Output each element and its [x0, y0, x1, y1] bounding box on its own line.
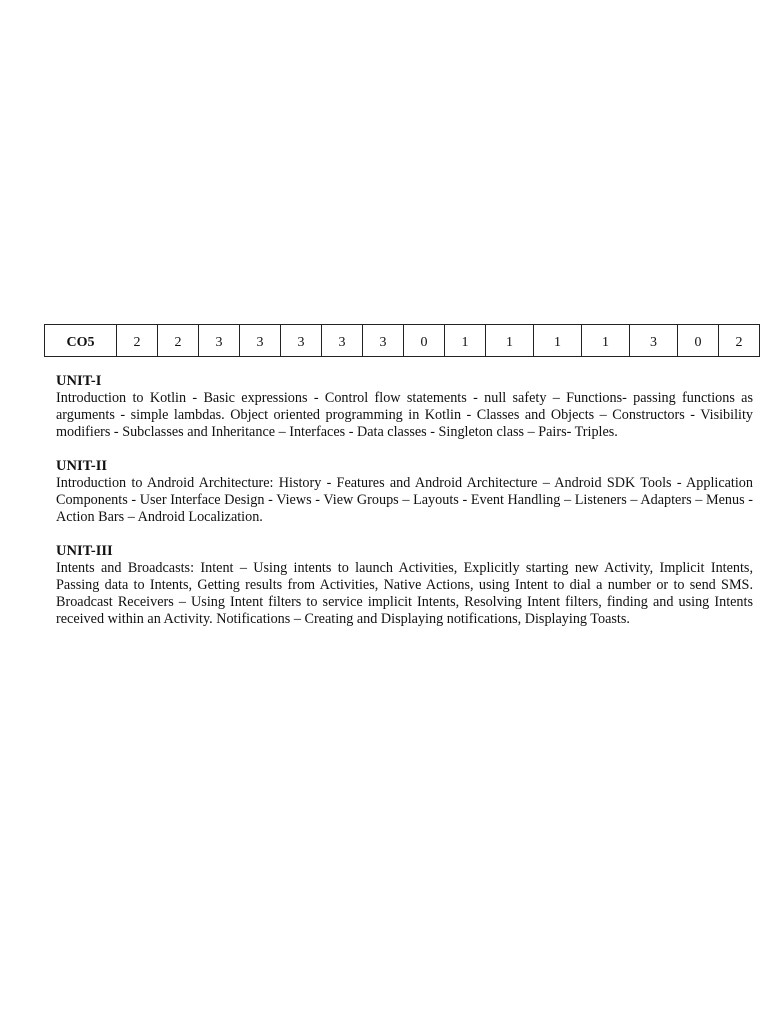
table-cell: 3 — [363, 325, 404, 357]
table-cell: 1 — [534, 325, 582, 357]
unit-body: Introduction to Kotlin - Basic expressions - Control flow statements - null safety – Functions- passing functions as arguments - simple lambdas. Object oriented programming in Kotlin - Classes and Objects – Constructors - Visibility modifiers - Subclasses and Inheritance – Interfaces - Data classes - Singleton class – Pairs- Triples. — [56, 390, 753, 440]
table-cell: 3 — [281, 325, 322, 357]
unit-title: UNIT-I — [56, 373, 102, 389]
unit-section-1 — [56, 372, 753, 441]
co-label-cell: CO5 — [45, 325, 117, 357]
unit-body: Intents and Broadcasts: Intent – Using intents to launch Activities, Explicitly starting new Activity, Implicit Intents, Passing data to Intents, Getting results from Activities, Native Actions, using Intent to dial a number or to send SMS. Broadcast Receivers – Using Intent filters to service implicit Intents, Resolving Intent filters, finding and using Intents received within an Activity. Notifications – Creating and Displaying notifications, Displaying Toasts. — [56, 560, 753, 627]
unit-section-3 — [56, 542, 753, 628]
table-cell: 0 — [678, 325, 719, 357]
co-mapping-table — [44, 324, 760, 357]
syllabus-content — [56, 372, 753, 644]
table-cell: 1 — [582, 325, 630, 357]
unit-section-2 — [56, 457, 753, 526]
table-cell: 3 — [240, 325, 281, 357]
table-cell: 3 — [322, 325, 363, 357]
table-cell: 1 — [445, 325, 486, 357]
unit-body: Introduction to Android Architecture: History - Features and Android Architecture – Android SDK Tools - Application Components - User Interface Design - Views - View Groups – Layouts - Event Handling – Listeners – Adapters – Menus - Action Bars – Android Localization. — [56, 475, 753, 525]
table-cell: 1 — [486, 325, 534, 357]
table-cell: 3 — [630, 325, 678, 357]
table-cell: 2 — [719, 325, 760, 357]
table-cell: 2 — [117, 325, 158, 357]
table-row-co5 — [45, 325, 760, 357]
unit-title: UNIT-III — [56, 543, 113, 559]
unit-title: UNIT-II — [56, 458, 108, 474]
co-mapping-table-wrapper — [44, 324, 760, 357]
table-cell: 2 — [158, 325, 199, 357]
table-cell: 3 — [199, 325, 240, 357]
table-cell: 0 — [404, 325, 445, 357]
